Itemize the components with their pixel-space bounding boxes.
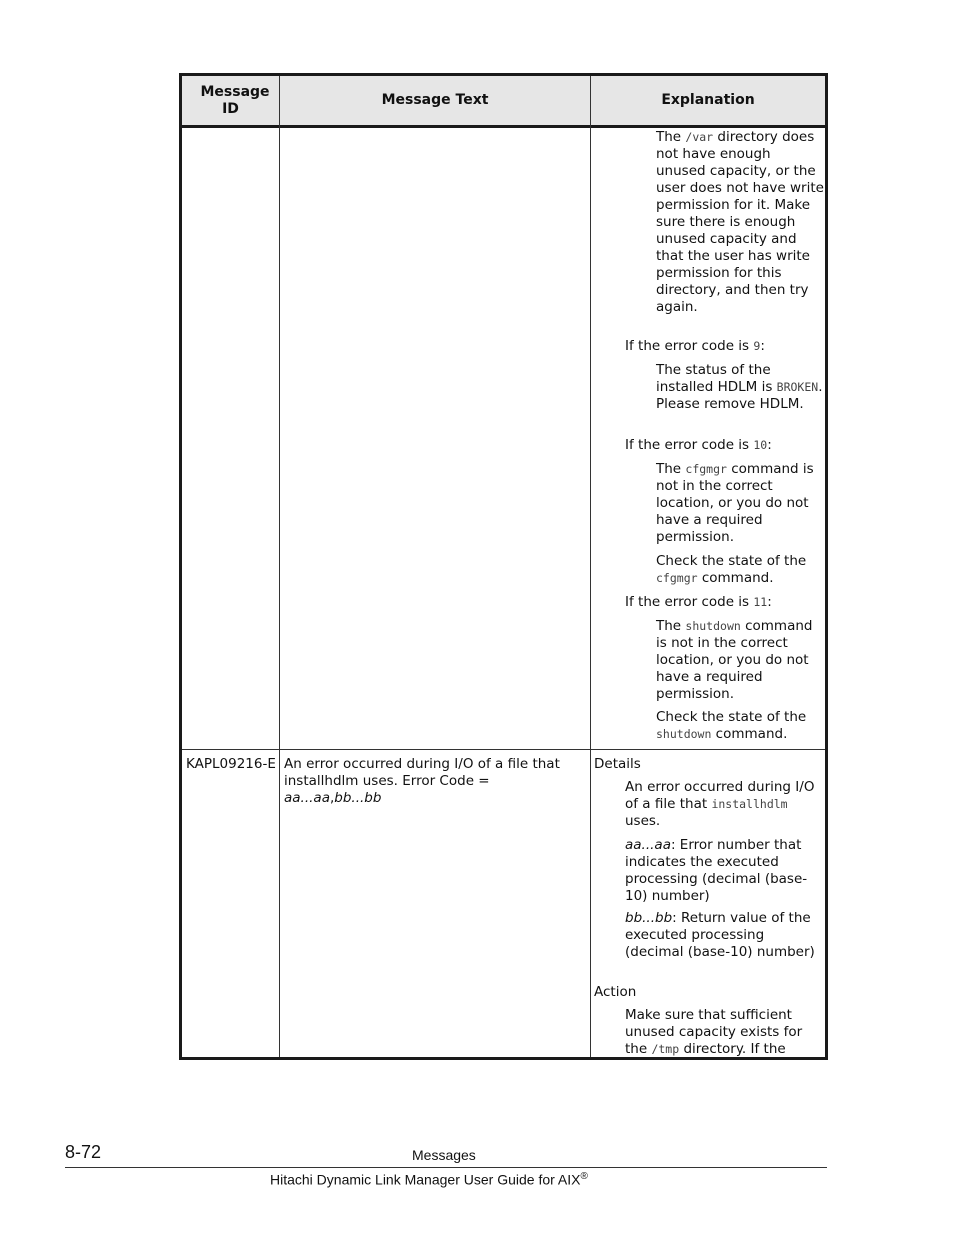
error-code-10-heading: If the error code is 10: — [625, 437, 772, 453]
column-divider — [590, 76, 591, 1057]
error-code-11-check: Check the state of the shutdown command. — [656, 709, 807, 742]
error-code-11-description: The shutdown command is not in the correct location, or you do not have a required permission. — [656, 618, 813, 702]
error-code-9-heading: If the error code is 9: — [625, 338, 765, 354]
var-directory-explanation: The /var directory does not have enough unused capacity, or the user does not have write permission for it. Make sure there is enough unused capacity and that the user has write permission for this directory, and then try again. — [656, 129, 824, 315]
error-code-11-heading: If the error code is 11: — [625, 594, 772, 610]
message-text: An error occurred during I/O of a file that installhdlm uses. Error Code = aa...aa,bb...bb — [284, 756, 560, 806]
book-title: Hitachi Dynamic Link Manager User Guide for AIX® — [270, 1171, 588, 1188]
action-description: Make sure that sufficient unused capacity exists for the /tmp directory. If the — [625, 1007, 803, 1057]
error-code-10-check: Check the state of the cfgmgr command. — [656, 553, 807, 586]
section-title: Messages — [412, 1147, 476, 1163]
footer-divider — [65, 1167, 827, 1168]
registered-mark: ® — [580, 1171, 588, 1182]
message-table — [179, 73, 828, 1060]
error-code-10-description: The cfgmgr command is not in the correct location, or you do not have a required permission. — [656, 461, 814, 545]
error-code-9-description: The status of the installed HDLM is BROKEN. Please remove HDLM. — [656, 362, 823, 412]
header-explanation: Explanation — [661, 92, 755, 108]
page-number: 8-72 — [65, 1142, 102, 1162]
details-label: Details — [594, 756, 641, 772]
action-label: Action — [594, 984, 637, 1000]
header-message-id: Message ID — [200, 83, 270, 117]
message-id: KAPL09216-E — [186, 756, 276, 772]
aa-description: aa...aa: Error number that indicates the executed processing (decimal (base-10) number) — [625, 837, 808, 904]
row-divider — [182, 749, 825, 750]
column-divider — [279, 76, 280, 1057]
bb-description: bb...bb: Return value of the executed processing (decimal (base-10) number) — [625, 910, 815, 960]
header-message-text: Message Text — [381, 92, 489, 108]
details-description: An error occurred during I/O of a file that installhdlm uses. — [625, 779, 815, 829]
